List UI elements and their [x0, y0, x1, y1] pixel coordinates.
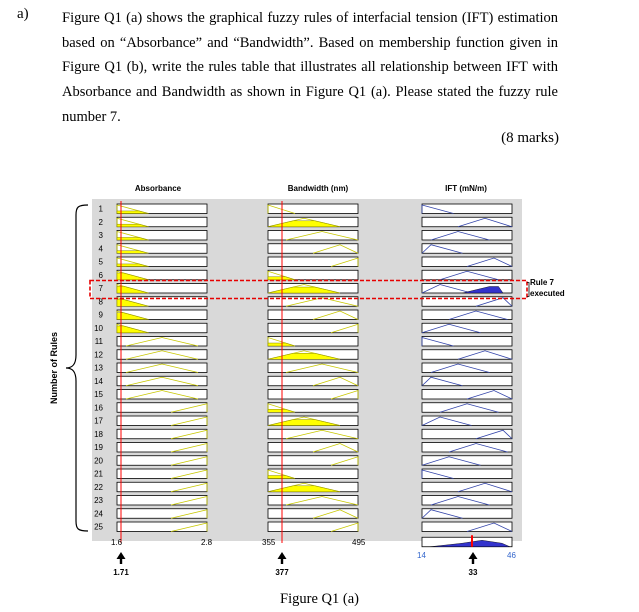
rule-number: 11 — [94, 337, 103, 346]
bandwidth-axis-max: 495 — [352, 538, 366, 547]
ift-output-arrow — [469, 552, 478, 564]
absorbance-rule-box — [117, 429, 207, 439]
ift-rule-box — [422, 443, 512, 453]
rule-number: 5 — [98, 257, 103, 267]
question-line: Absorbance and Bandwidth as shown in Figure Q1 (a). Please stated the fuzzy rule — [62, 84, 558, 101]
absorbance-rule-box — [117, 443, 207, 453]
absorbance-rule-box — [117, 456, 207, 466]
question-line: Figure Q1 (a) shows the graphical fuzzy rules of interfacial tension (IFT) estimation — [62, 10, 558, 26]
rule-number: 6 — [98, 270, 103, 280]
rule-number: 19 — [94, 443, 103, 452]
ift-rule-box — [422, 323, 512, 333]
bandwidth-column-title: Bandwidth (nm) — [287, 184, 349, 193]
bandwidth-input-arrow — [278, 552, 287, 564]
ift-axis-max: 46 — [507, 551, 516, 560]
ift-rule-box — [422, 244, 512, 254]
ift-rule-box — [422, 270, 512, 280]
question-label: a) — [17, 6, 29, 22]
absorbance-input-arrow — [117, 552, 126, 564]
rule-number: 8 — [98, 297, 103, 307]
rule-number: 21 — [94, 469, 103, 479]
question-line: based on “Absorbance” and “Bandwidth”. Based on membership function given in — [62, 34, 558, 51]
rule-number: 1 — [98, 204, 103, 214]
ift-rule-box — [422, 390, 512, 400]
absorbance-rule-box — [117, 469, 207, 479]
ift-axis-min: 14 — [417, 551, 426, 560]
ift-rule-box — [422, 429, 512, 439]
rule-number: 12 — [94, 350, 103, 360]
rule-number: 22 — [94, 482, 103, 492]
rule-number: 25 — [94, 522, 103, 532]
rule-number: 3 — [98, 231, 103, 240]
ift-column-title: IFT (mN/m) — [445, 184, 487, 193]
rule-number: 20 — [94, 456, 103, 466]
ift-rule-box — [422, 522, 512, 532]
ift-rule-box — [422, 310, 512, 320]
rule-number: 9 — [98, 310, 103, 320]
rule-number: 13 — [94, 363, 103, 373]
rule-number: 18 — [94, 429, 103, 439]
absorbance-axis-min: 1.6 — [111, 538, 123, 547]
rule-number: 2 — [98, 217, 103, 227]
ift-rule-box — [422, 257, 512, 267]
question-line: Figure Q1 (b), write the rules table that illustrates all relationship between IFT with — [62, 59, 558, 76]
bandwidth-axis-min: 355 — [262, 538, 276, 547]
absorbance-rule-box — [117, 509, 207, 519]
absorbance-rule-box — [117, 416, 207, 426]
rule-number: 15 — [94, 390, 103, 399]
fuzzy-rules-figure — [0, 175, 639, 585]
rule-number: 14 — [94, 376, 103, 386]
rule7-label-line1: Rule 7 — [530, 278, 555, 287]
question-text — [62, 6, 558, 130]
ift-output-value: 33 — [468, 568, 478, 577]
absorbance-rule-box — [117, 522, 207, 532]
absorbance-rule-box — [117, 403, 207, 413]
absorbance-column-title: Absorbance — [134, 184, 182, 193]
marks-label: (8 marks) — [501, 130, 559, 146]
y-axis-label: Number of Rules — [49, 331, 59, 405]
ift-rule-box — [422, 403, 512, 413]
ift-rule-box — [422, 482, 512, 492]
absorbance-axis-max: 2.8 — [201, 538, 213, 547]
ift-rule-box — [422, 376, 512, 386]
absorbance-rule-box — [117, 496, 207, 506]
absorbance-rule-box — [117, 482, 207, 492]
ift-rule-box — [422, 456, 512, 466]
rule-number: 7 — [98, 284, 103, 293]
rule-number: 24 — [94, 509, 103, 519]
rule-number: 17 — [94, 416, 103, 426]
ift-rule-box — [422, 350, 512, 360]
ift-rule-box — [422, 509, 512, 519]
rule-number: 4 — [98, 244, 103, 254]
bandwidth-input-value: 377 — [275, 568, 289, 577]
absorbance-input-value: 1.71 — [113, 568, 129, 577]
figure-caption: Figure Q1 (a) — [280, 591, 359, 607]
question-line: number 7. — [62, 108, 121, 125]
rules-brace — [66, 205, 88, 531]
rule-number: 23 — [94, 496, 103, 505]
rule-number: 10 — [94, 323, 103, 333]
rule-number: 16 — [94, 403, 103, 413]
rule7-label-line2: executed — [530, 289, 565, 298]
ift-rule-box — [422, 217, 512, 227]
